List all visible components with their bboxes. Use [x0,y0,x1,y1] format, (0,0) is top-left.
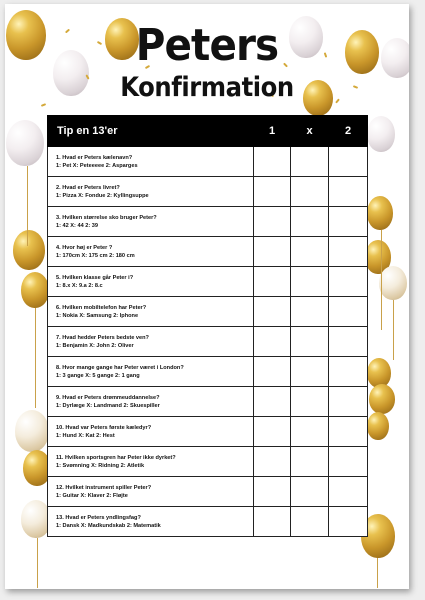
question-cell [48,387,254,417]
question-text: 2. Hvad er Peters livret? [56,184,120,191]
table-row [48,507,368,537]
gold-balloon [369,384,395,414]
answer-box-x[interactable] [291,147,329,177]
question-text: 10. Hvad var Peters første kæledyr? [56,424,152,431]
answer-box-2[interactable] [329,507,368,537]
question-text: 8. Hvor mange gange har Peter været i London? [56,364,184,371]
balloon-string [27,166,28,246]
answer-box-2[interactable] [329,447,368,477]
header-option-2: 2 [329,116,368,147]
answer-box-x[interactable] [291,237,329,267]
answer-box-x[interactable] [291,387,329,417]
answer-box-2[interactable] [329,177,368,207]
question-text: 3. Hvilken størrelse sko bruger Peter? [56,214,157,221]
question-cell [48,357,254,387]
answer-box-x[interactable] [291,477,329,507]
question-text: 7. Hvad hedder Peters bedste ven? [56,334,149,341]
answer-box-2[interactable] [329,327,368,357]
answer-options: 1: Svømning X: Ridning 2: Atletik [56,462,145,469]
answer-box-2[interactable] [329,237,368,267]
answer-box-1[interactable] [254,267,291,297]
table-row [48,447,368,477]
answer-box-x[interactable] [291,447,329,477]
question-text: 6. Hvilken mobiltelefon har Peter? [56,304,147,311]
question-cell [48,147,254,177]
question-cell [48,447,254,477]
answer-box-x[interactable] [291,417,329,447]
answer-box-2[interactable] [329,357,368,387]
answer-box-1[interactable] [254,327,291,357]
question-text: 13. Hvad er Peters yndlingsfag? [56,514,141,521]
gold-balloon [367,412,389,440]
header-option-1: 1 [254,116,291,147]
header-option-x: x [291,116,329,147]
question-text: 12. Hvilket instrument spiller Peter? [56,484,152,491]
question-cell [48,297,254,327]
answer-options: 1: Nokia X: Samsung 2: Iphone [56,312,139,319]
answer-box-1[interactable] [254,447,291,477]
answer-box-1[interactable] [254,147,291,177]
question-text: 4. Hvor høj er Peter ? [56,244,113,251]
question-text: 5. Hvilken klasse går Peter i? [56,274,134,281]
answer-box-2[interactable] [329,387,368,417]
confetti [41,103,46,107]
answer-box-2[interactable] [329,207,368,237]
answer-box-2[interactable] [329,477,368,507]
quiz-table [47,115,368,537]
answer-options: 1: Pizza X: Fondue 2: Kyllingsuppe [56,192,149,199]
table-row [48,297,368,327]
answer-box-x[interactable] [291,297,329,327]
white-balloon [367,116,395,152]
quiz-header-row [48,116,368,147]
answer-box-1[interactable] [254,477,291,507]
answer-box-1[interactable] [254,417,291,447]
answer-box-x[interactable] [291,357,329,387]
table-row [48,147,368,177]
table-row [48,207,368,237]
answer-box-2[interactable] [329,267,368,297]
answer-box-2[interactable] [329,417,368,447]
white-balloon [15,410,49,452]
answer-options: 1: Guitar X: Klaver 2: Fløjte [56,492,128,499]
answer-options: 1: 8.x X: 9.a 2: 8.c [56,282,103,289]
answer-box-2[interactable] [329,147,368,177]
question-cell [48,237,254,267]
answer-options: 1: Dyrlæge X: Landmand 2: Skuespiller [56,402,160,409]
answer-options: 1: 170cm X: 175 cm 2: 180 cm [56,252,135,259]
question-cell [48,207,254,237]
table-row [48,327,368,357]
answer-box-1[interactable] [254,357,291,387]
balloon-string [37,538,38,588]
answer-box-1[interactable] [254,207,291,237]
answer-box-x[interactable] [291,327,329,357]
invitation-sheet [5,4,409,589]
question-text: 9. Hvad er Peters drømmeuddannelse? [56,394,160,401]
answer-options: 1: Benjamin X: John 2: Oliver [56,342,134,349]
table-row [48,417,368,447]
header-question: Tip en 13'er [48,116,254,147]
table-row [48,177,368,207]
answer-options: 1: 3 gange X: 5 gange 2: 1 gang [56,372,140,379]
answer-box-x[interactable] [291,507,329,537]
gold-balloon [21,272,49,308]
answer-box-2[interactable] [329,297,368,327]
balloon-string [393,300,394,360]
table-row [48,357,368,387]
question-cell [48,327,254,357]
question-cell [48,477,254,507]
answer-options: 1: 42 X: 44 2: 39 [56,222,98,229]
table-row [48,267,368,297]
table-row [48,477,368,507]
question-cell [48,267,254,297]
gold-balloon [367,196,393,230]
question-cell [48,417,254,447]
answer-box-1[interactable] [254,237,291,267]
answer-box-x[interactable] [291,267,329,297]
balloon-string [377,558,378,588]
balloon-string [35,308,36,408]
answer-options: 1: Hund X: Kat 2: Hest [56,432,115,439]
table-row [48,237,368,267]
page-subtitle: Konfirmation [120,72,294,103]
answer-box-1[interactable] [254,507,291,537]
white-balloon [379,266,407,300]
table-row [48,387,368,417]
answer-options: 1: Dansk X: Madkundskab 2: Matematik [56,522,161,529]
answer-box-1[interactable] [254,387,291,417]
answer-box-1[interactable] [254,297,291,327]
answer-box-x[interactable] [291,207,329,237]
answer-box-x[interactable] [291,177,329,207]
answer-box-1[interactable] [254,177,291,207]
question-cell [48,177,254,207]
question-text: 11. Hvilken sportsgren har Peter ikke dyrket? [56,454,176,461]
gold-balloon [13,230,45,270]
answer-options: 1: Pet X: Peteeeee 2: Asparges [56,162,138,169]
balloon-string [381,230,382,330]
white-balloon [6,120,44,166]
question-cell [48,507,254,537]
page-title: Peters [135,20,279,71]
question-text: 1. Hvad er Peters kælenavn? [56,154,133,161]
